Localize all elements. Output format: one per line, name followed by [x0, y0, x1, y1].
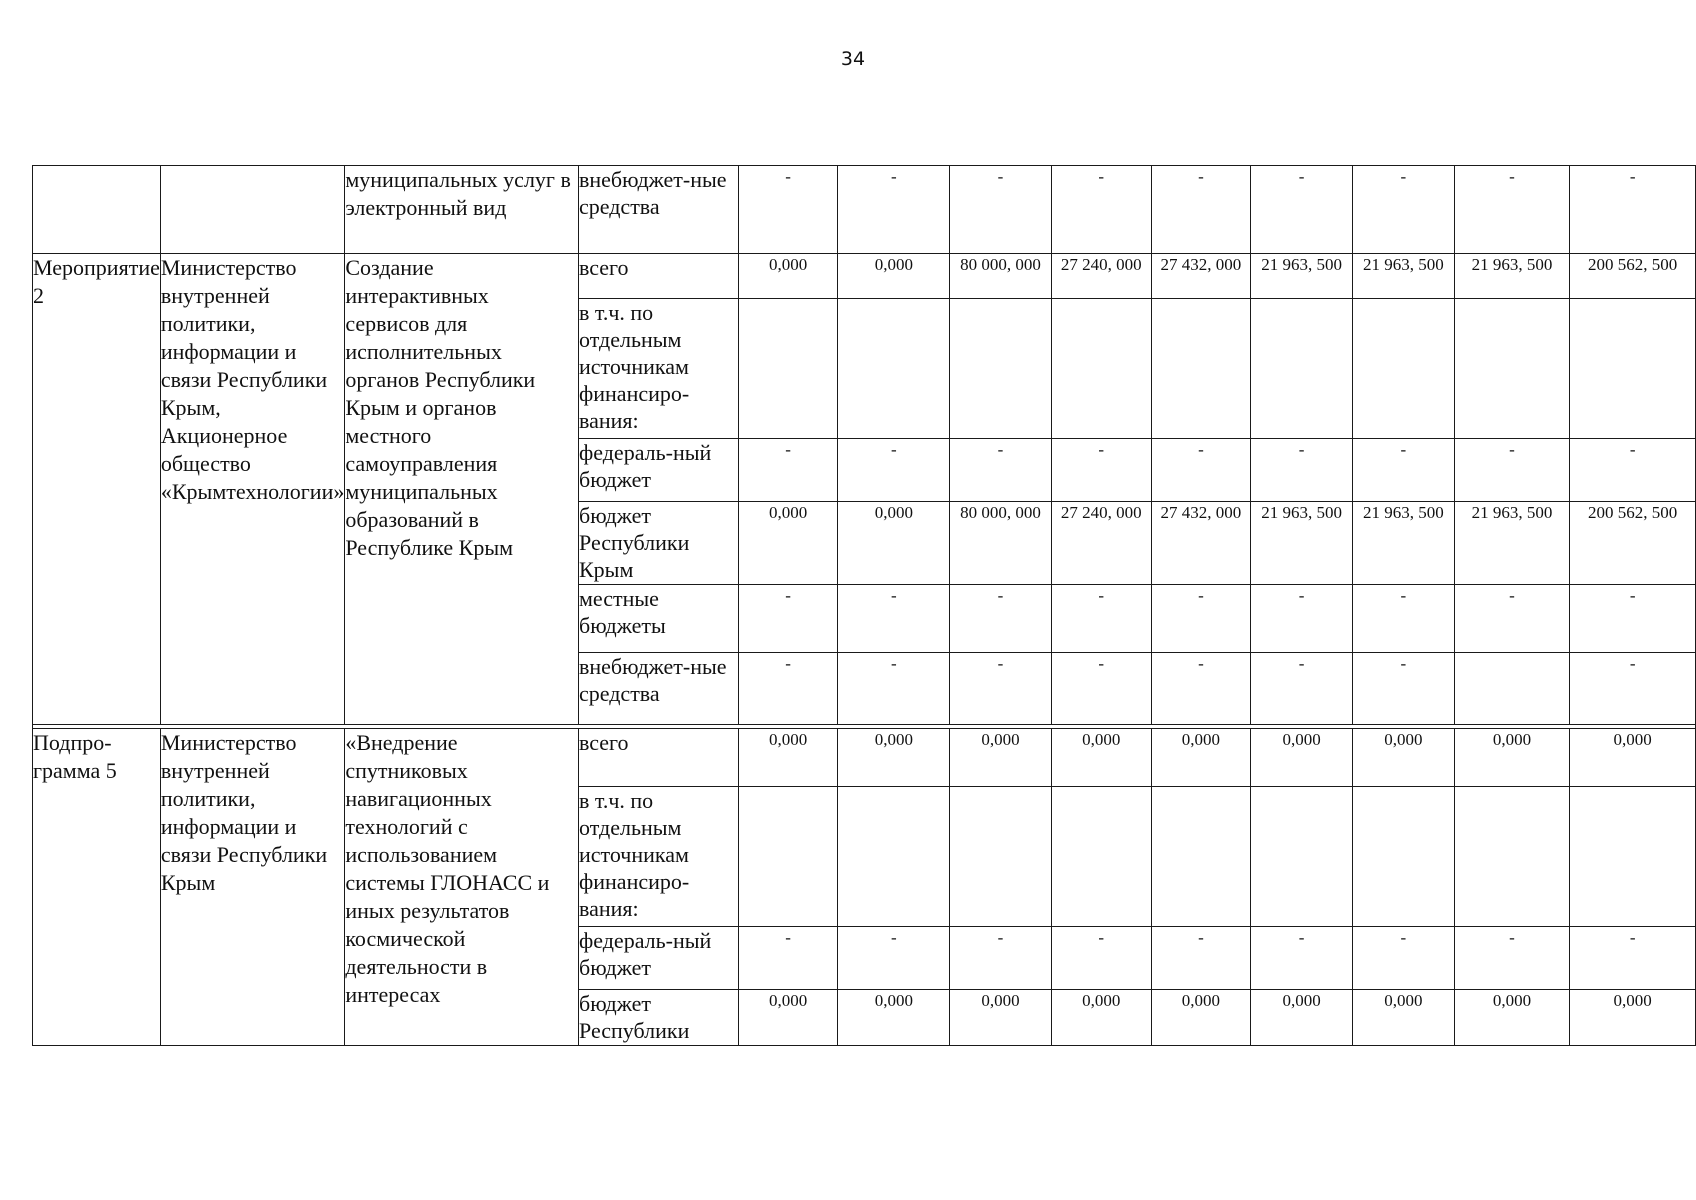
label-cell-empty: [33, 166, 161, 254]
value-cell: -: [1352, 927, 1454, 990]
value-cell: -: [738, 927, 838, 990]
source-cell: внебюджет-ные средства: [579, 653, 739, 725]
value-cell: 0,000: [1352, 990, 1454, 1046]
executor-cell: Министерство внутренней политики, информации и связи Республики Крым, Акционерное общество «Крымтехнологии»: [160, 254, 345, 725]
value-cell: 80 000, 000: [950, 254, 1052, 299]
value-cell: 0,000: [1251, 729, 1353, 787]
measure-label: Мероприятие 2: [33, 254, 161, 725]
value-cell: [738, 787, 838, 927]
value-cell: 21 963, 500: [1251, 502, 1353, 585]
value-cell: 200 562, 500: [1570, 502, 1696, 585]
page-number: 34: [840, 48, 866, 70]
value-cell: 0,000: [738, 502, 838, 585]
value-cell: -: [1251, 585, 1353, 653]
value-cell: 0,000: [1151, 729, 1251, 787]
value-cell: [1454, 787, 1570, 927]
value-cell: 0,000: [950, 729, 1052, 787]
value-cell: -: [1151, 585, 1251, 653]
value-cell: -: [1570, 927, 1696, 990]
value-cell: [1352, 299, 1454, 439]
executor-cell-empty: [160, 166, 345, 254]
value-cell: [1051, 299, 1151, 439]
value-cell: -: [1051, 653, 1151, 725]
source-cell: всего: [579, 254, 739, 299]
value-cell: 0,000: [1251, 990, 1353, 1046]
value-cell: -: [1251, 927, 1353, 990]
table-row: [33, 254, 1696, 299]
value-cell: [1454, 299, 1570, 439]
description-cell: «Внедрение спутниковых навигационных технологий с использованием системы ГЛОНАСС и иных результатов космической деятельности в интересах: [345, 729, 579, 1046]
value-cell: -: [1352, 653, 1454, 725]
value-cell: [738, 299, 838, 439]
value-cell: 21 963, 500: [1454, 502, 1570, 585]
description-cell: муниципальных услуг в электронный вид: [345, 166, 579, 254]
value-cell: -: [1051, 166, 1151, 254]
value-cell: -: [1570, 166, 1696, 254]
value-cell: -: [738, 585, 838, 653]
source-cell: федераль-ный бюджет: [579, 439, 739, 502]
value-cell: 0,000: [1151, 990, 1251, 1046]
value-cell: -: [1454, 585, 1570, 653]
source-cell: бюджет Республики: [579, 990, 739, 1046]
source-cell: в т.ч. по отдельным источникам финансиро-вания:: [579, 787, 739, 927]
value-cell: 27 240, 000: [1051, 254, 1151, 299]
value-cell: 0,000: [738, 729, 838, 787]
value-cell: -: [838, 927, 950, 990]
value-cell: [1151, 787, 1251, 927]
value-cell: 0,000: [838, 502, 950, 585]
value-cell: 0,000: [838, 729, 950, 787]
value-cell: -: [1151, 927, 1251, 990]
value-cell: -: [1051, 439, 1151, 502]
value-cell: -: [950, 927, 1052, 990]
value-cell: 200 562, 500: [1570, 254, 1696, 299]
source-cell: местные бюджеты: [579, 585, 739, 653]
subprogram-label: Подпро-грамма 5: [33, 729, 161, 1046]
value-cell: [838, 787, 950, 927]
value-cell: [1251, 787, 1353, 927]
table-body: [33, 166, 1696, 1046]
value-cell: -: [1454, 439, 1570, 502]
value-cell: -: [1251, 439, 1353, 502]
value-cell: -: [950, 585, 1052, 653]
value-cell: -: [950, 653, 1052, 725]
source-cell: бюджет Республики Крым: [579, 502, 739, 585]
value-cell: -: [1151, 653, 1251, 725]
value-cell: -: [838, 439, 950, 502]
value-cell: 0,000: [1570, 990, 1696, 1046]
value-cell: -: [1151, 166, 1251, 254]
source-cell: в т.ч. по отдельным источникам финансиро-вания:: [579, 299, 739, 439]
source-cell: федераль-ный бюджет: [579, 927, 739, 990]
value-cell: -: [1251, 653, 1353, 725]
value-cell: -: [838, 166, 950, 254]
value-cell: [950, 787, 1052, 927]
value-cell: -: [838, 653, 950, 725]
value-cell: 27 432, 000: [1151, 502, 1251, 585]
value-cell: [1151, 299, 1251, 439]
value-cell: -: [1051, 927, 1151, 990]
value-cell: -: [1570, 585, 1696, 653]
value-cell: -: [950, 166, 1052, 254]
value-cell: -: [1454, 166, 1570, 254]
value-cell: 27 432, 000: [1151, 254, 1251, 299]
table-row: [33, 729, 1696, 787]
value-cell: -: [1151, 439, 1251, 502]
value-cell: -: [838, 585, 950, 653]
value-cell: 0,000: [1454, 990, 1570, 1046]
financing-table: [32, 165, 1696, 1046]
value-cell: 0,000: [1570, 729, 1696, 787]
value-cell: [1454, 653, 1570, 725]
value-cell: 21 963, 500: [1352, 502, 1454, 585]
value-cell: 0,000: [838, 990, 950, 1046]
value-cell: -: [1454, 927, 1570, 990]
value-cell: -: [738, 166, 838, 254]
description-cell: Создание интерактивных сервисов для исполнительных органов Республики Крым и органов местного самоуправления муниципальных образований в Республике Крым: [345, 254, 579, 725]
value-cell: -: [1051, 585, 1151, 653]
value-cell: 0,000: [1352, 729, 1454, 787]
value-cell: [1352, 787, 1454, 927]
value-cell: 0,000: [1051, 990, 1151, 1046]
value-cell: -: [738, 439, 838, 502]
value-cell: 0,000: [1454, 729, 1570, 787]
source-cell: внебюджет-ные средства: [579, 166, 739, 254]
value-cell: 80 000, 000: [950, 502, 1052, 585]
value-cell: [1251, 299, 1353, 439]
value-cell: -: [1251, 166, 1353, 254]
value-cell: -: [1570, 653, 1696, 725]
value-cell: [1051, 787, 1151, 927]
value-cell: -: [1352, 585, 1454, 653]
executor-cell: Министерство внутренней политики, информации и связи Республики Крым: [160, 729, 345, 1046]
value-cell: 0,000: [738, 990, 838, 1046]
table-row: [33, 166, 1696, 254]
value-cell: [1570, 299, 1696, 439]
value-cell: 21 963, 500: [1352, 254, 1454, 299]
value-cell: 21 963, 500: [1251, 254, 1353, 299]
value-cell: [1570, 787, 1696, 927]
value-cell: 0,000: [838, 254, 950, 299]
value-cell: -: [950, 439, 1052, 502]
value-cell: -: [1352, 439, 1454, 502]
value-cell: [950, 299, 1052, 439]
value-cell: 0,000: [1051, 729, 1151, 787]
value-cell: 0,000: [950, 990, 1052, 1046]
value-cell: -: [1352, 166, 1454, 254]
value-cell: 27 240, 000: [1051, 502, 1151, 585]
value-cell: 0,000: [738, 254, 838, 299]
value-cell: -: [1570, 439, 1696, 502]
value-cell: [838, 299, 950, 439]
value-cell: 21 963, 500: [1454, 254, 1570, 299]
value-cell: -: [738, 653, 838, 725]
source-cell: всего: [579, 729, 739, 787]
